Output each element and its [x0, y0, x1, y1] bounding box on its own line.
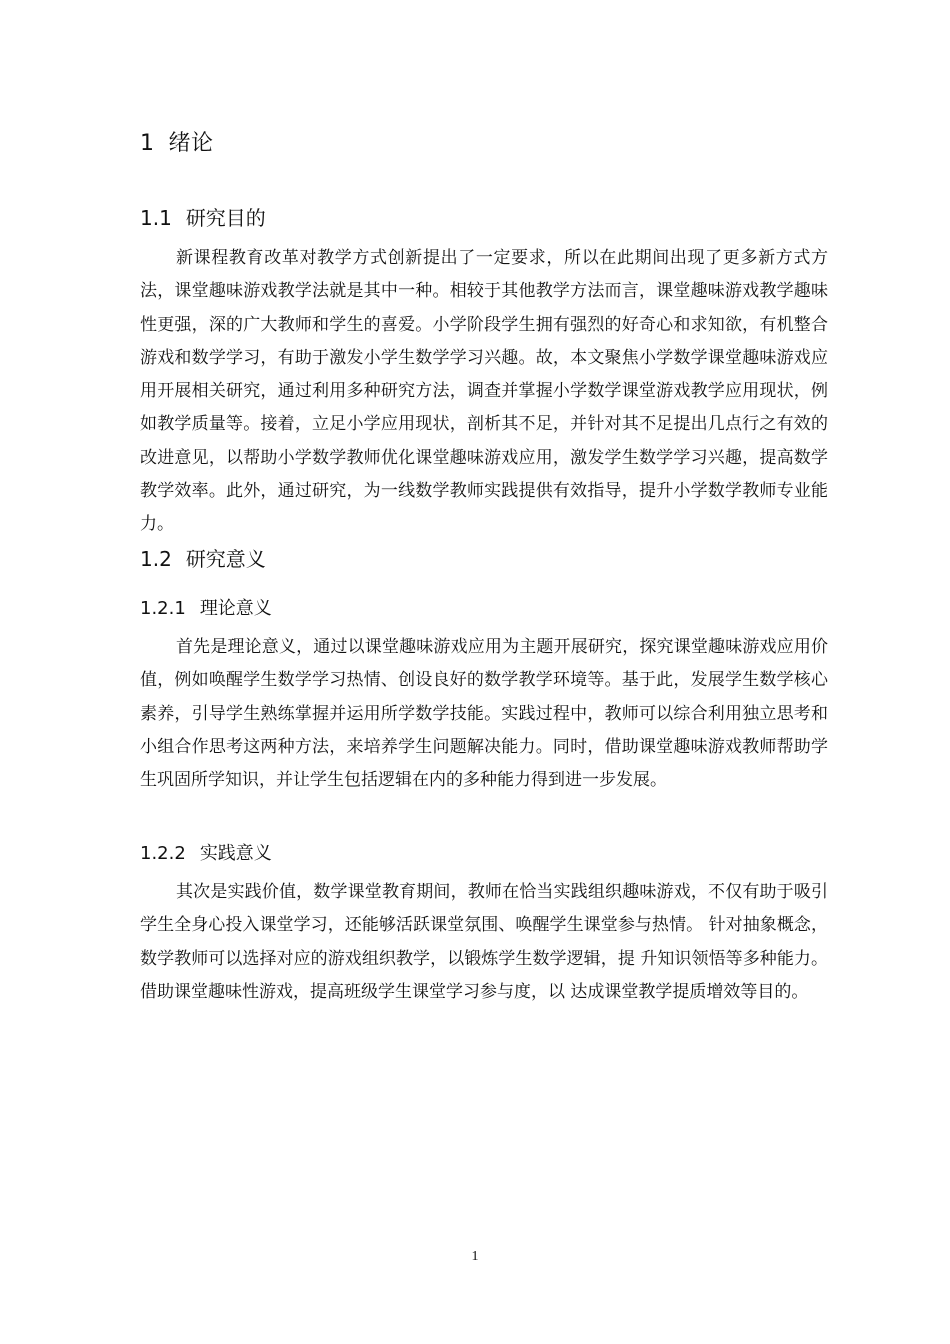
- subsection-heading-1-2-2: [140, 839, 272, 865]
- page-number: 1: [471, 1249, 479, 1264]
- chapter-heading: [140, 126, 214, 157]
- paragraph-research-purpose: 新课程教育改革对教学方式创新提出了一定要求，所以在此期间出现了更多新方式方法，课堂趣味游戏教学法就是其中一种。相较于其他教学方法而言，课堂趣味游戏教学趣味性更强，深的广大教师和学生的喜爱。小学阶段学生拥有强烈的好奇心和求知欲，有机整合游戏和数学学习，有助于激发小学生数学学习兴趣。故，本文聚焦小学数学课堂趣味游戏应用开展相关研究，通过利用多种研究方法，调查并掌握小学数学课堂游戏教学应用现状，例如教学质量等。接着，立足小学应用现状，剖析其不足，并针对其不足提出几点行之有效的改进意见，以帮助小学数学教师优化课堂趣味游戏应用，激发学生数学学习兴趣，提高数学教学效率。此外，通过研究，为一线数学教师实践提供有效指导，提升小学数学教师专业能力。: [140, 248, 828, 535]
- section-heading-1-1: [140, 202, 266, 231]
- section-heading-1-2: [140, 543, 266, 572]
- subsection-title: 理论意义: [199, 598, 272, 619]
- section-number: 1.2: [140, 547, 172, 571]
- subsection-number: 1.2.2: [140, 843, 186, 864]
- chapter-title: 绪论: [168, 131, 214, 156]
- subsection-number: 1.2.1: [140, 598, 186, 619]
- section-number: 1.1: [140, 206, 172, 230]
- subsection-title: 实践意义: [199, 843, 272, 864]
- subsection-heading-1-2-1: [140, 594, 272, 620]
- paragraph-theoretical-significance: 首先是理论意义，通过以课堂趣味游戏应用为主题开展研究，探究课堂趣味游戏应用价值，例如唤醒学生数学学习热情、创设良好的数学教学环境等。基于此，发展学生数学核心素养，引导学生熟练掌握并运用所学数学技能。实践过程中，教师可以综合利用独立思考和小组合作思考这两种方法，来培养学生问题解决能力。同时，借助课堂趣味游戏教师帮助学生巩固所学知识，并让学生包括逻辑在内的多种能力得到进一步发展。: [140, 637, 828, 791]
- paragraph-practical-significance: 其次是实践价值，数学课堂教育期间，教师在恰当实践组织趣味游戏，不仅有助于吸引学生全身心投入课堂学习，还能够活跃课堂氛围、唤醒学生课堂参与热情。 针对抽象概念，数学教师可以选择对应的游戏组织教学，以锻炼学生数学逻辑，提 升知识领悟等多种能力。借助课堂趣味性游戏，提高班级学生课堂学习参与度，以 达成课堂教学提质增效等目的。: [140, 882, 828, 1002]
- chapter-number: 1: [140, 131, 155, 156]
- section-title: 研究意义: [185, 547, 266, 571]
- section-title: 研究目的: [185, 206, 266, 230]
